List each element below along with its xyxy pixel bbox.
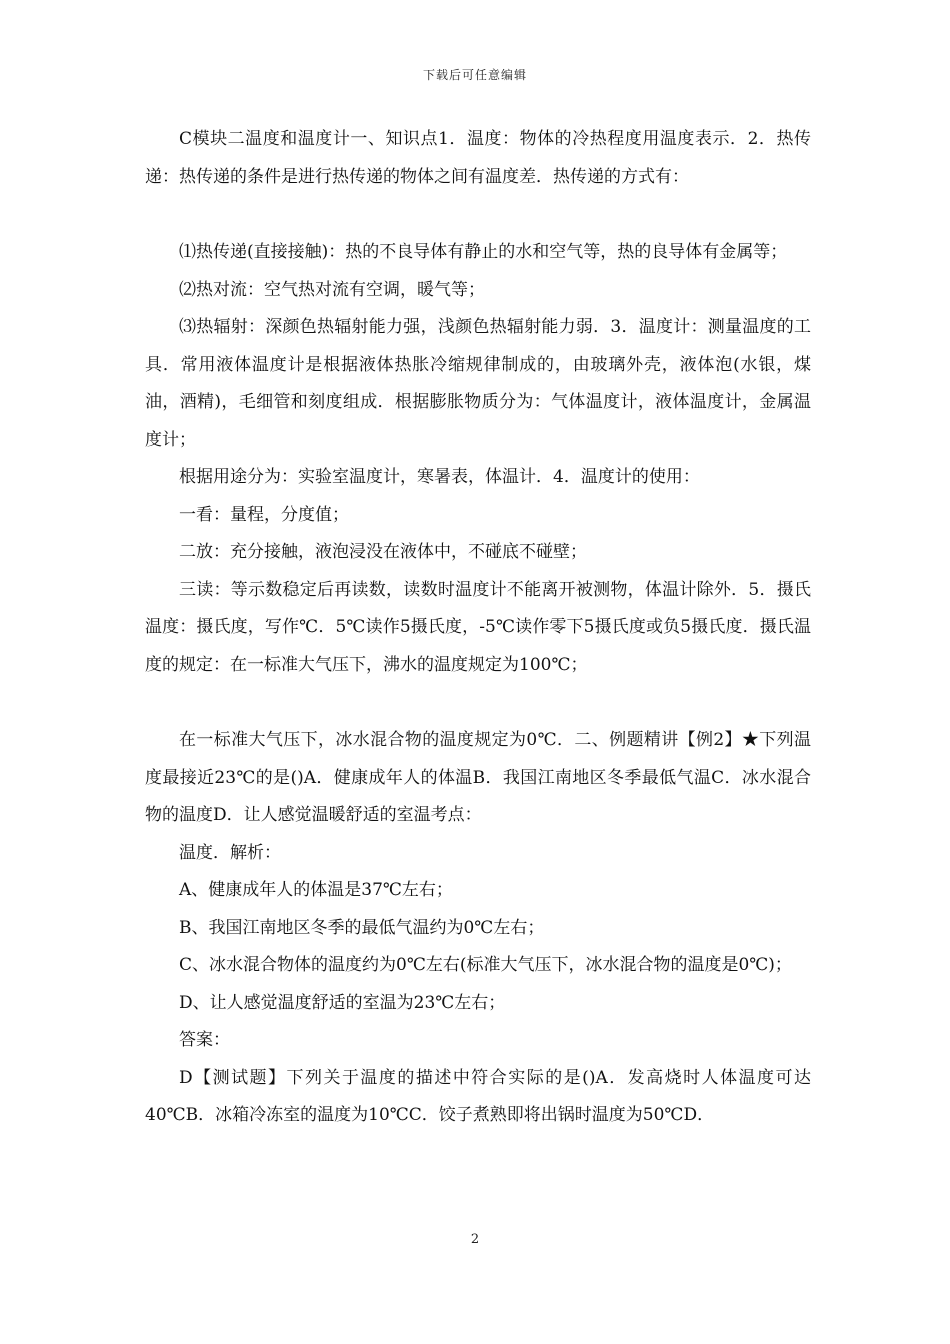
paragraph-analysis: 温度．解析： xyxy=(179,842,281,863)
paragraph-option-b: B、我国江南地区冬季的最低气温约为0℃左右； xyxy=(179,917,545,938)
paragraph-step-place: 二放：充分接触，液泡浸没在液体中，不碰底不碰壁； xyxy=(179,542,587,562)
paragraph-thermometer-usage-types: 根据用途分为：实验室温度计，寒暑表，体温计．4．温度计的使用： xyxy=(179,467,700,487)
paragraph-option-a: A、健康成年人的体温是37℃左右； xyxy=(179,880,453,900)
paragraph-answer-label: 答案： xyxy=(179,1030,230,1050)
paragraph-heat-conduction: ⑴热传递(直接接触)：热的不良导体有静止的水和空气等，热的良导体有金属等； xyxy=(179,242,788,262)
paragraph-option-d: D、让人感觉温度舒适的室温为23℃左右； xyxy=(179,992,506,1013)
paragraph-heat-radiation: ⑶热辐射：深颜色热辐射能力强，浅颜色热辐射能力弱．3．温度计：测量温度的工具．常用液体温度计是根据液体热胀冷缩规律制成的，由玻璃外壳，液体泡(水银，煤油，酒精)，毛细管和刻度组成．根据膨胀物质分为：气体温度计，液体温度计，金属温度计； xyxy=(145,317,811,450)
paragraph-gap xyxy=(145,684,811,722)
paragraph-heat-convection: ⑵热对流：空气热对流有空调，暖气等； xyxy=(179,279,485,300)
page-header: 下载后可任意编辑 xyxy=(422,68,527,82)
paragraph-step-read: 三读：等示数稳定后再读数，读数时温度计不能离开被测物，体温计除外．5．摄氏温度：摄氏度，写作℃．5℃读作5摄氏度，-5℃读作零下5摄氏度或负5摄氏度．摄氏温度的规定：在一标准大气压下，沸水的温度规定为100℃； xyxy=(145,579,811,675)
paragraph-gap xyxy=(145,196,811,234)
paragraph-option-c: C、冰水混合物体的温度约为0℃左右(标准大气压下，冰水混合物的温度是0℃)； xyxy=(179,955,792,975)
document-body xyxy=(145,121,811,1135)
paragraph-step-look: 一看：量程，分度值； xyxy=(179,504,349,525)
paragraph-intro: C模块二温度和温度计一、知识点1．温度：物体的冷热程度用温度表示．2．热传递：热传递的条件是进行热传递的物体之间有温度差．热传递的方式有： xyxy=(145,129,811,187)
paragraph-example: 在一标准大气压下，冰水混合物的温度规定为0℃．二、例题精讲【例2】★下列温度最接近23℃的是()A．健康成年人的体温B．我国江南地区冬季最低气温C．冰水混合物的温度D．让人感觉温暖舒适的室温考点： xyxy=(145,730,811,825)
paragraph-test-question: D【测试题】下列关于温度的描述中符合实际的是()A．发高烧时人体温度可达40℃B．冰箱冷冻室的温度为10℃C．饺子煮熟即将出锅时温度为50℃D． xyxy=(145,1067,811,1125)
page-number: 2 xyxy=(470,1232,480,1247)
